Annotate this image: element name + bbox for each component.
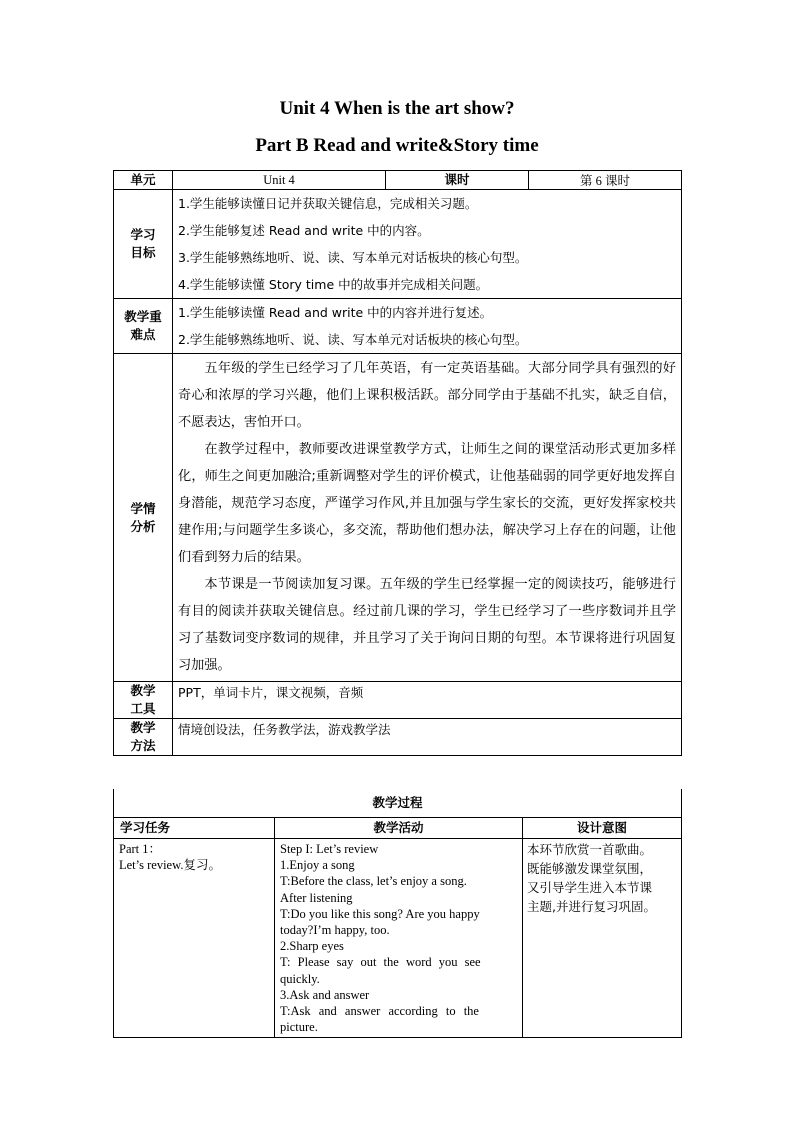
key-points-content bbox=[173, 299, 682, 354]
task-cell bbox=[114, 839, 275, 1038]
design-line: 主题,并进行复习巩固。 bbox=[527, 899, 656, 914]
objective-item: 3.学生能够熟练地听、说、读、写本单元对话板块的核心句型。 bbox=[178, 250, 528, 265]
col-task-header-text: 学习任务 bbox=[120, 820, 171, 835]
tools-value: PPT，单词卡片，课文视频，音频 bbox=[173, 682, 682, 719]
objective-item: 2.学生能够复述 Read and write 中的内容。 bbox=[178, 223, 430, 238]
analysis-label bbox=[114, 354, 173, 682]
col-activity-header: 教学活动 bbox=[275, 818, 523, 839]
page-subtitle: Part B Read and write&Story time bbox=[255, 135, 539, 156]
lesson-label: 课时 bbox=[386, 171, 529, 190]
activity-line: T:Before the class, let’s enjoy a song. bbox=[280, 874, 467, 889]
analysis-paragraph: 五年级的学生已经学习了几年英语，有一定英语基础。大部分同学具有强烈的好奇心和浓厚的学习兴趣，他们上课积极活跃。部分同学由于基础不扎实，缺乏自信，不愿表达，害怕开口。 bbox=[178, 361, 676, 430]
methods-label bbox=[114, 719, 173, 756]
objectives-label-text: 学习目标 bbox=[130, 227, 156, 260]
objectives-content bbox=[173, 190, 682, 299]
process-heading: 教学过程 bbox=[114, 789, 682, 818]
objective-item: 1.学生能够读懂日记并获取关键信息，完成相关习题。 bbox=[178, 196, 478, 211]
activity-line: 3.Ask and answer bbox=[280, 987, 370, 1002]
process-header-row bbox=[114, 818, 682, 839]
design-line: 既能够激发课堂氛围， bbox=[527, 861, 653, 876]
activity-line: T:Ask and answer according to the bbox=[280, 1004, 479, 1019]
tools-label-text: 教学工具 bbox=[130, 683, 156, 716]
unit-value: Unit 4 bbox=[173, 171, 386, 190]
activity-line: picture. bbox=[280, 1020, 318, 1035]
activity-line: 1.Enjoy a song bbox=[280, 858, 355, 873]
methods-value: 情境创设法，任务教学法，游戏教学法 bbox=[173, 719, 682, 756]
key-point-item: 2.学生能够熟练地听、说、读、写本单元对话板块的核心句型。 bbox=[178, 332, 528, 347]
analysis-label-text: 学情分析 bbox=[130, 500, 156, 534]
activity-line: Step I: Let’s review bbox=[280, 842, 379, 856]
objectives-label bbox=[114, 190, 173, 299]
activity-line: T: Please say out the word you see bbox=[280, 955, 481, 970]
analysis-paragraph: 在教学过程中，教师要改进课堂教学方式，让师生之间的课堂活动形式更加多样化，师生之间更加融洽;重新调整对学生的评价模式，让他基础弱的同学更好地发挥自身潜能，规范学习态度，严谨学习作风,并且加强与学生家长的交流，更好发挥家校共建作用;与问题学生多谈心，多交流，帮助他们想办法，解决学习上存在的问题，让他们看到努力后的结果。 bbox=[178, 442, 676, 565]
col-design-header: 设计意图 bbox=[523, 818, 682, 839]
key-points-row bbox=[114, 299, 682, 354]
design-line: 又引导学生进入本节课 bbox=[527, 880, 653, 895]
lesson-value: 第 6 课时 bbox=[529, 171, 682, 190]
key-points-label bbox=[114, 299, 173, 354]
design-cell bbox=[523, 839, 682, 1038]
teaching-process-table bbox=[113, 789, 682, 1038]
key-points-label-text: 教学重难点 bbox=[124, 309, 162, 342]
activity-line: T:Do you like this song? Are you happy bbox=[280, 906, 480, 921]
col-task-header bbox=[114, 818, 275, 839]
key-point-item: 1.学生能够读懂 Read and write 中的内容并进行复述。 bbox=[178, 305, 493, 320]
tools-row bbox=[114, 682, 682, 719]
task-line: Let’s review.复习。 bbox=[119, 858, 221, 873]
analysis-row bbox=[114, 354, 682, 682]
process-row bbox=[114, 839, 682, 1038]
activity-line: 2.Sharp eyes bbox=[280, 939, 344, 954]
tools-label bbox=[114, 682, 173, 719]
task-line: Part 1： bbox=[119, 842, 162, 856]
lesson-info-table bbox=[113, 170, 682, 756]
analysis-paragraph: 本节课是一节阅读加复习课。五年级的学生已经掌握一定的阅读技巧，能够进行有目的阅读并获取关键信息。经过前几课的学习，学生已经学习了一些序数词并且学习了基数词变序数词的规律，并且学习了关于询问日期的句型。本节课将进行巩固复习加强。 bbox=[178, 577, 676, 673]
activity-line: today?I’m happy, too. bbox=[280, 923, 390, 938]
design-line: 本环节欣赏一首歌曲。 bbox=[527, 842, 653, 857]
activity-line: After listening bbox=[280, 890, 353, 905]
objective-item: 4.学生能够读懂 Story time 中的故事并完成相关问题。 bbox=[178, 277, 489, 292]
analysis-content bbox=[173, 354, 682, 682]
activity-line: quickly. bbox=[280, 971, 320, 986]
objectives-row bbox=[114, 190, 682, 299]
activity-cell bbox=[275, 839, 523, 1038]
unit-label: 单元 bbox=[114, 171, 173, 190]
page-title: Unit 4 When is the art show? bbox=[279, 98, 515, 119]
methods-row bbox=[114, 719, 682, 756]
header-row bbox=[114, 171, 682, 190]
methods-label-text: 教学方法 bbox=[130, 720, 156, 753]
